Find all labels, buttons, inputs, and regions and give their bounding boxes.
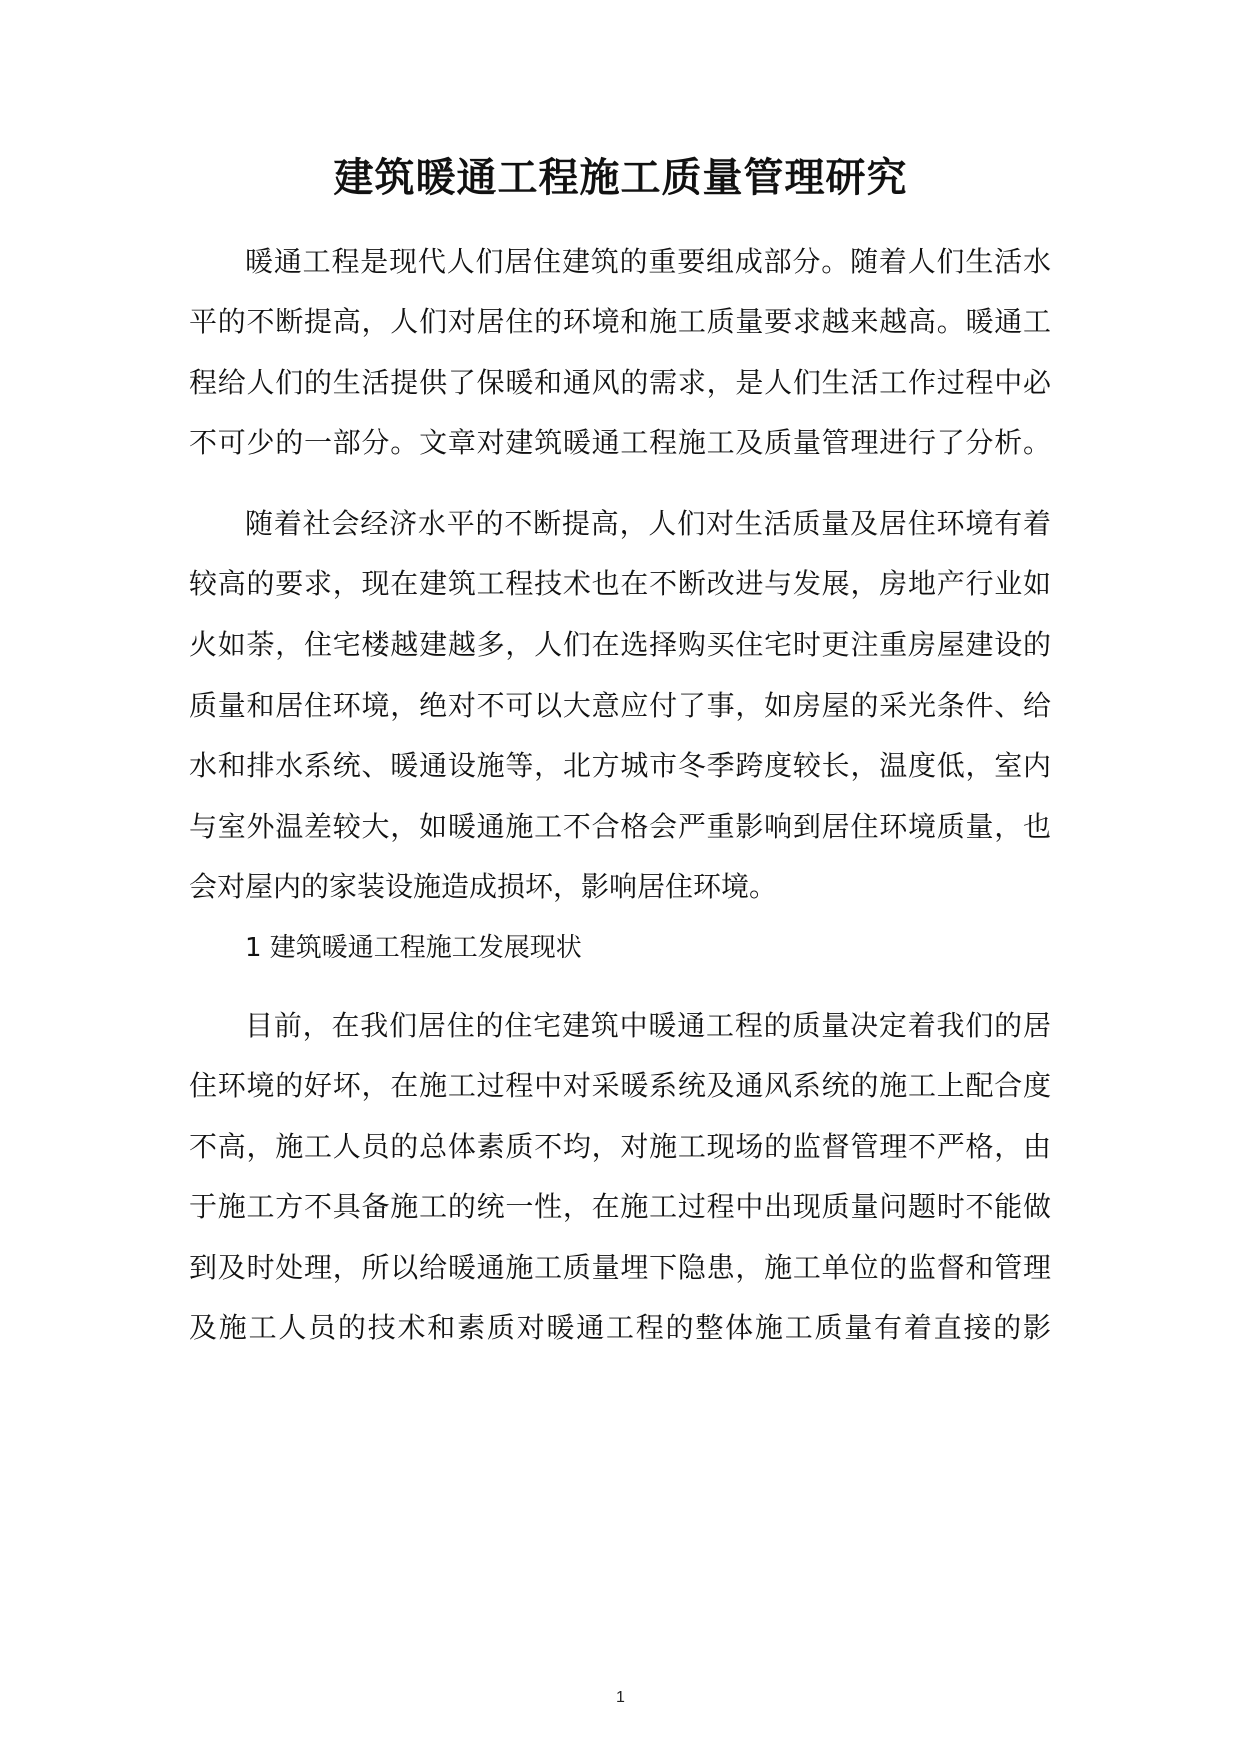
paragraph-line: 火如荼，住宅楼越建越多，人们在选择购买住宅时更注重房屋建设的: [189, 628, 1051, 661]
paragraph-line: 质量和居住环境，绝对不可以大意应付了事，如房屋的采光条件、给: [189, 689, 1051, 722]
section-heading: 1 建筑暖通工程施工发展现状: [245, 933, 582, 963]
paragraph-line: 不高，施工人员的总体素质不均，对施工现场的监督管理不严格，由: [189, 1130, 1051, 1163]
paragraph-line: 不可少的一部分。文章对建筑暖通工程施工及质量管理进行了分析。: [189, 426, 1051, 459]
paragraph-line: 与室外温差较大，如暖通施工不合格会严重影响到居住环境质量，也: [189, 810, 1051, 843]
page-number: 1: [616, 1689, 625, 1706]
paragraph-line: 较高的要求，现在建筑工程技术也在不断改进与发展，房地产行业如: [189, 567, 1051, 600]
paragraph-line: 及施工人员的技术和素质对暖通工程的整体施工质量有着直接的影: [189, 1311, 1051, 1344]
document-title: 建筑暖通工程施工质量管理研究: [333, 154, 908, 201]
paragraph-line: 平的不断提高，人们对居住的环境和施工质量要求越来越高。暖通工: [189, 305, 1051, 338]
paragraph-line: 到及时处理，所以给暖通施工质量埋下隐患，施工单位的监督和管理: [189, 1251, 1051, 1284]
paragraph-line: 水和排水系统、暖通设施等，北方城市冬季跨度较长，温度低，室内: [189, 749, 1051, 782]
paragraph-line: 于施工方不具备施工的统一性，在施工过程中出现质量问题时不能做: [189, 1190, 1051, 1223]
paragraph-line: 会对屋内的家装设施造成损坏，影响居住环境。: [189, 870, 778, 903]
paragraph-line: 随着社会经济水平的不断提高，人们对生活质量及居住环境有着: [245, 507, 1051, 540]
paragraph-line: 住环境的好坏，在施工过程中对采暖系统及通风系统的施工上配合度: [189, 1069, 1051, 1102]
paragraph-line: 目前，在我们居住的住宅建筑中暖通工程的质量决定着我们的居: [245, 1009, 1051, 1042]
paragraph-line: 程给人们的生活提供了保暖和通风的需求，是人们生活工作过程中必: [189, 366, 1051, 399]
paragraph-line: 暖通工程是现代人们居住建筑的重要组成部分。随着人们生活水: [245, 245, 1051, 278]
